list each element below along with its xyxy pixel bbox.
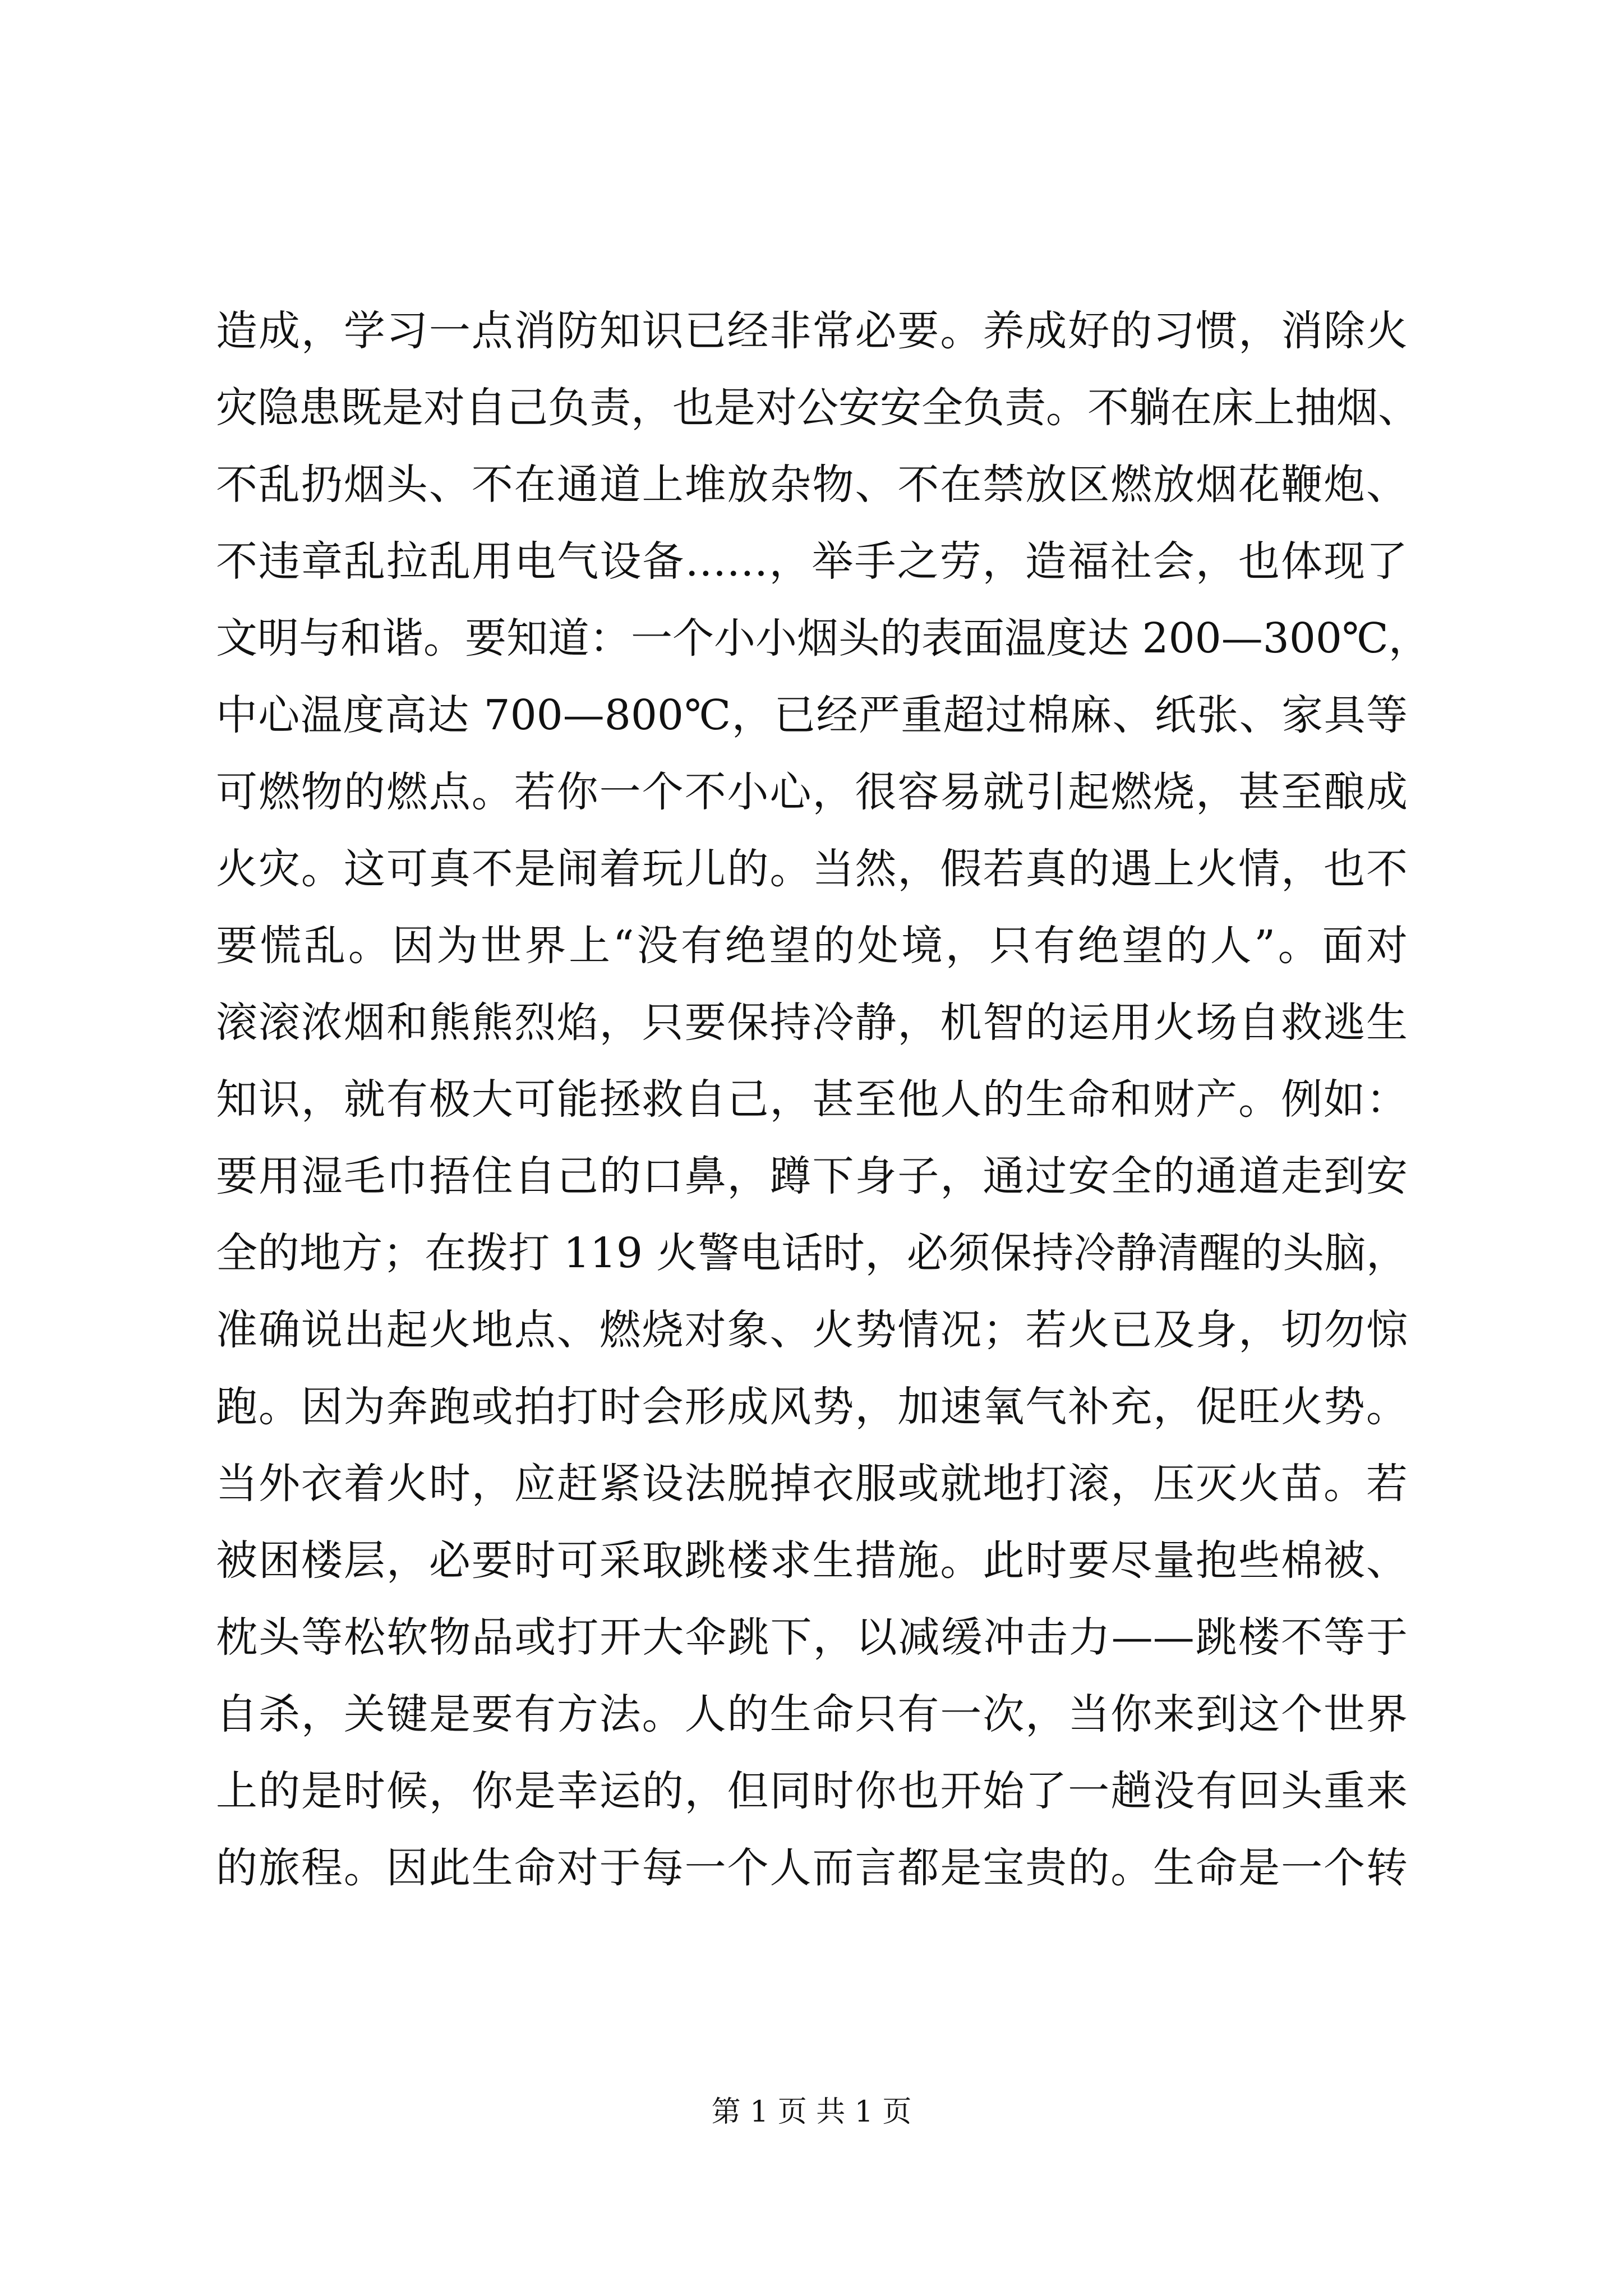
text-line: 火灾。这可真不是闹着玩儿的。当然，假若真的遇上火情，也不 [216,845,1408,893]
text-line: 被困楼层，必要时可采取跳楼求生措施。此时要尽量抱些棉被、 [216,1536,1408,1585]
text-line: 上的是时候，你是幸运的，但同时你也开始了一趟没有回头重来 [216,1767,1408,1815]
text-line: 枕头等松软物品或打开大伞跳下，以减缓冲击力——跳楼不等于 [216,1613,1408,1662]
text-line: 滚滚浓烟和熊熊烈焰，只要保持冷静，机智的运用火场自救逃生 [216,999,1408,1047]
text-line: 要慌乱。因为世界上“没有绝望的处境，只有绝望的人”。面对 [216,922,1408,970]
text-line: 不乱扔烟头、不在通道上堆放杂物、不在禁放区燃放烟花鞭炮、 [216,461,1408,509]
text-line: 知识，就有极大可能拯救自己，甚至他人的生命和财产。例如： [216,1075,1408,1124]
text-line: 全的地方；在拨打 119 火警电话时，必须保持冷静清醒的头脑， [216,1229,1408,1277]
text-line: 文明与和谐。要知道：一个小小烟头的表面温度达 200—300℃， [216,614,1430,662]
text-line: 的旅程。因此生命对于每一个人而言都是宝贵的。生命是一个转 [216,1844,1408,1892]
text-line: 可燃物的燃点。若你一个不小心，很容易就引起燃烧，甚至酿成 [216,768,1408,816]
text-line: 造成，学习一点消防知识已经非常必要。养成好的习惯，消除火 [216,307,1408,355]
text-line: 不违章乱拉乱用电气设备……，举手之劳，造福社会，也体现了 [216,537,1408,586]
text-line: 准确说出起火地点、燃烧对象、火势情况；若火已及身，切勿惊 [216,1306,1408,1354]
body-text [216,293,1430,1907]
text-line: 中心温度高达 700—800℃，已经严重超过棉麻、纸张、家具等 [216,691,1408,739]
text-line: 当外衣着火时，应赶紧设法脱掉衣服或就地打滚，压灭火苗。若 [216,1460,1408,1508]
page-footer: 第 1 页 共 1 页 [711,2095,912,2129]
text-line: 跑。因为奔跑或拍打时会形成风势，加速氧气补充，促旺火势。 [216,1383,1408,1431]
text-line: 自杀，关键是要有方法。人的生命只有一次，当你来到这个世界 [216,1690,1408,1738]
text-line: 要用湿毛巾捂住自己的口鼻，蹲下身子，通过安全的通道走到安 [216,1152,1408,1200]
text-line: 灾隐患既是对自己负责，也是对公安安全负责。不躺在床上抽烟、 [216,384,1419,432]
